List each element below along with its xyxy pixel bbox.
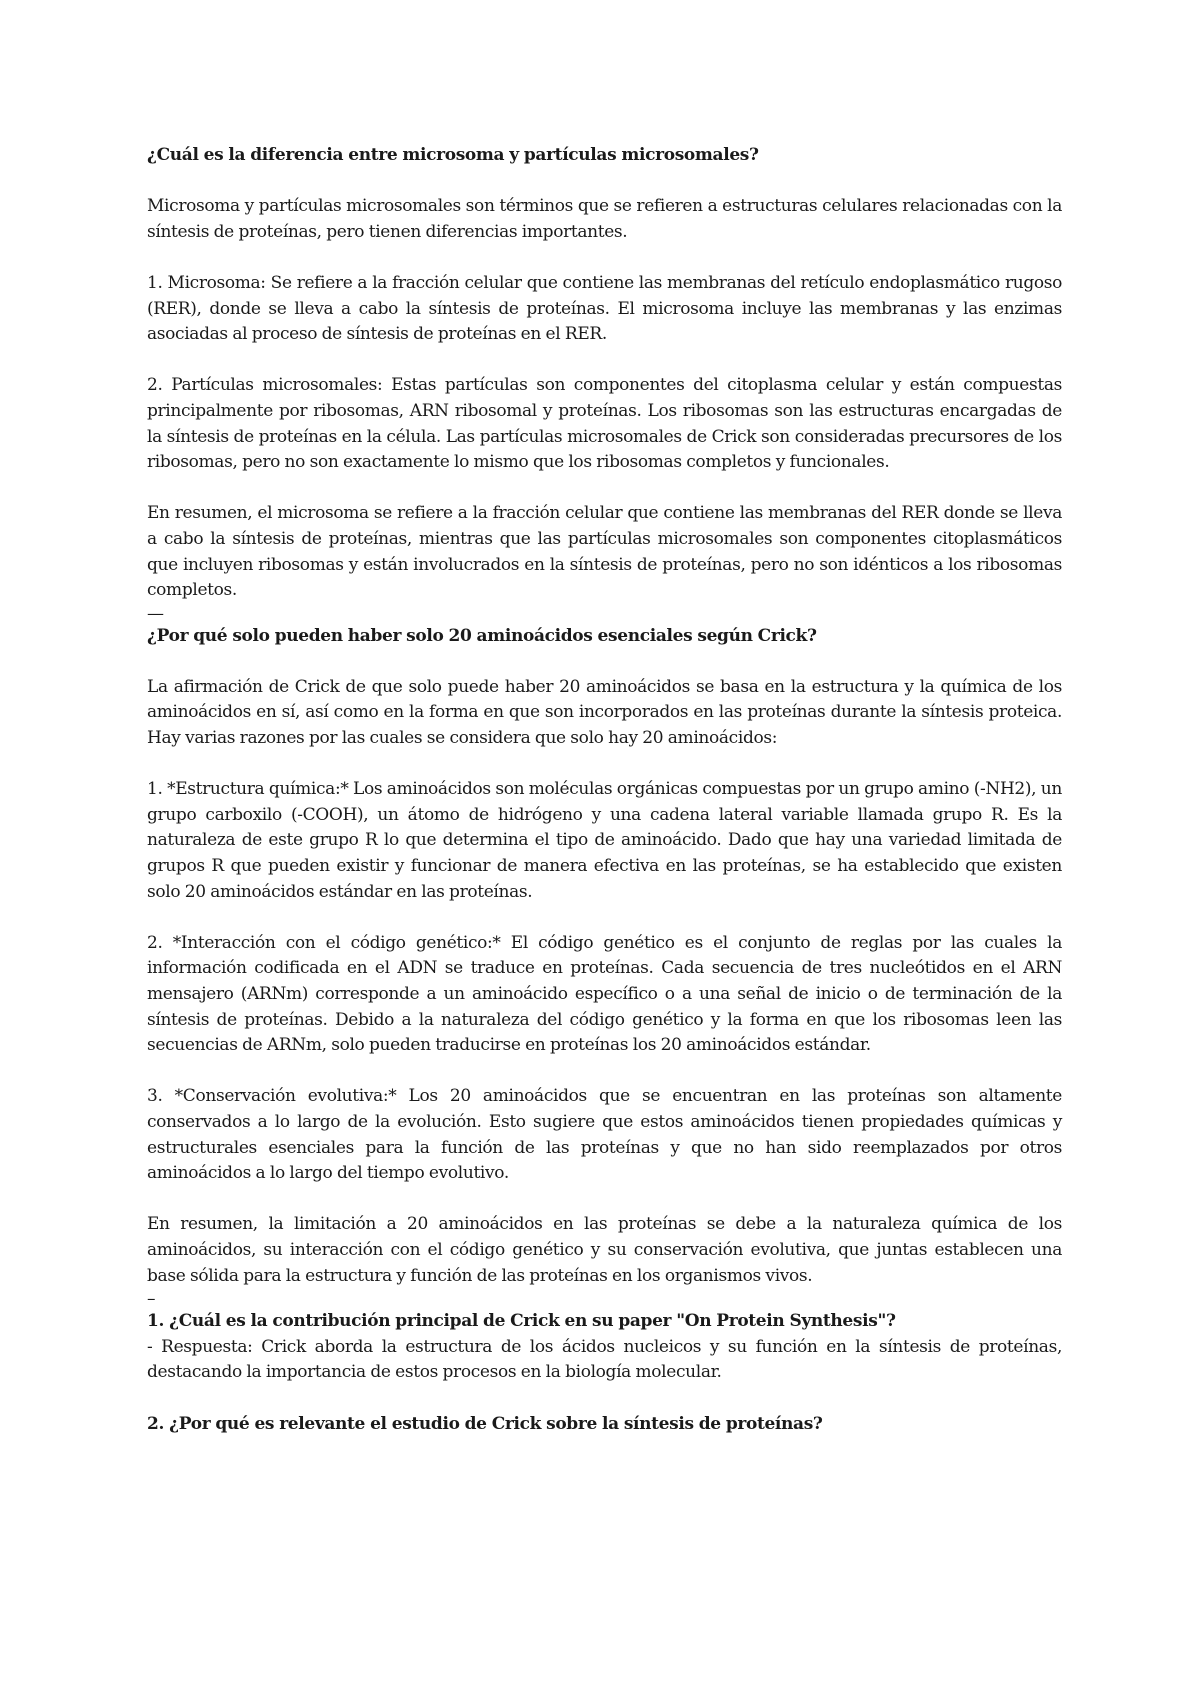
question-heading-relevancia: 2. ¿Por qué es relevante el estudio de Crick sobre la síntesis de proteínas? (147, 1413, 823, 1434)
section-separator: — (147, 603, 164, 624)
paragraph-summary-microsoma: En resumen, el microsoma se refiere a la fracción celular que contiene las membranas del RER donde se lleva a cabo la síntesis de proteínas, mientras que las partículas microsomales son componentes citoplasmáticos que incluyen ribosomas y están involucrados en la síntesis de proteínas, pero no son idénticos a los ribosomas completos. (147, 503, 1062, 601)
paragraph-intro-aminoacidos: La afirmación de Crick de que solo puede haber 20 aminoácidos se basa en la estructura y la química de los aminoácidos en sí, así como en la forma en que son incorporados en las proteínas durante la síntesis proteica. Hay varias razones por las cuales se considera que solo hay 20 aminoácidos: (147, 676, 1062, 749)
paragraph-point-microsoma: 1. Microsoma: Se refiere a la fracción celular que contiene las membranas del retículo endoplasmático rugoso (RER), donde se lleva a cabo la síntesis de proteínas. El microsoma incluye las membranas y las enzimas asociadas al proceso de síntesis de proteínas en el RER. (147, 272, 1062, 345)
question-heading-contribucion: 1. ¿Cuál es la contribución principal de Crick en su paper "On Protein Synthesis"? (147, 1311, 896, 1332)
paragraph-point-particulas: 2. Partículas microsomales: Estas partículas son componentes del citoplasma celular y están compuestas principalmente por ribosomas, ARN ribosomal y proteínas. Los ribosomas son las estructuras encargadas de la síntesis de proteínas en la célula. Las partículas microsomales de Crick son consideradas precursores de los ribosomas, pero no son exactamente lo mismo que los ribosomas completos y funcionales. (147, 375, 1062, 473)
section-separator-short: – (147, 1289, 156, 1310)
paragraph-answer-contribucion: - Respuesta: Crick aborda la estructura de los ácidos nucleicos y su función en la síntesis de proteínas, destacando la importancia de estos procesos en la biología molecular. (147, 1336, 1062, 1383)
paragraph-intro-microsoma: Microsoma y partículas microsomales son términos que se refieren a estructuras celulares relacionadas con la síntesis de proteínas, pero tienen diferencias importantes. (147, 196, 1062, 242)
question-heading-microsoma: ¿Cuál es la diferencia entre microsoma y partículas microsomales? (147, 145, 759, 165)
question-heading-aminoacidos: ¿Por qué solo pueden haber solo 20 aminoácidos esenciales según Crick? (147, 625, 817, 646)
paragraph-point-conservacion: 3. *Conservación evolutiva:* Los 20 aminoácidos que se encuentran en las proteínas son altamente conservados a lo largo de la evolución. Esto sugiere que estos aminoácidos tienen propiedades químicas y estructurales esenciales para la función de las proteínas y que no han sido reemplazados por otros aminoácidos a lo largo del tiempo evolutivo. (147, 1086, 1062, 1184)
paragraph-summary-aminoacidos: En resumen, la limitación a 20 aminoácidos en las proteínas se debe a la naturaleza química de los aminoácidos, su interacción con el código genético y su conservación evolutiva, que juntas establecen una base sólida para la estructura y función de las proteínas en los organismos vivos. (147, 1214, 1062, 1286)
paragraph-point-codigo: 2. *Interacción con el código genético:* El código genético es el conjunto de reglas por las cuales la información codificada en el ADN se traduce en proteínas. Cada secuencia de tres nucleótidos en el ARN mensajero (ARNm) corresponde a un aminoácido específico o a una señal de inicio o de terminación de la síntesis de proteínas. Debido a la naturaleza del código genético y la forma en que los ribosomas leen las secuencias de ARNm, solo pueden traducirse en proteínas los 20 aminoácidos estándar. (147, 932, 1062, 1056)
document-body (147, 143, 1062, 1463)
paragraph-point-estructura: 1. *Estructura química:* Los aminoácidos son moléculas orgánicas compuestas por un grupo amino (-NH2), un grupo carboxilo (-COOH), un átomo de hidrógeno y una cadena lateral variable llamada grupo R. Es la naturaleza de este grupo R lo que determina el tipo de aminoácido. Dado que hay una variedad limitada de grupos R que pueden existir y funcionar de manera efectiva en las proteínas, se ha establecido que existen solo 20 aminoácidos estándar en las proteínas. (147, 779, 1062, 902)
